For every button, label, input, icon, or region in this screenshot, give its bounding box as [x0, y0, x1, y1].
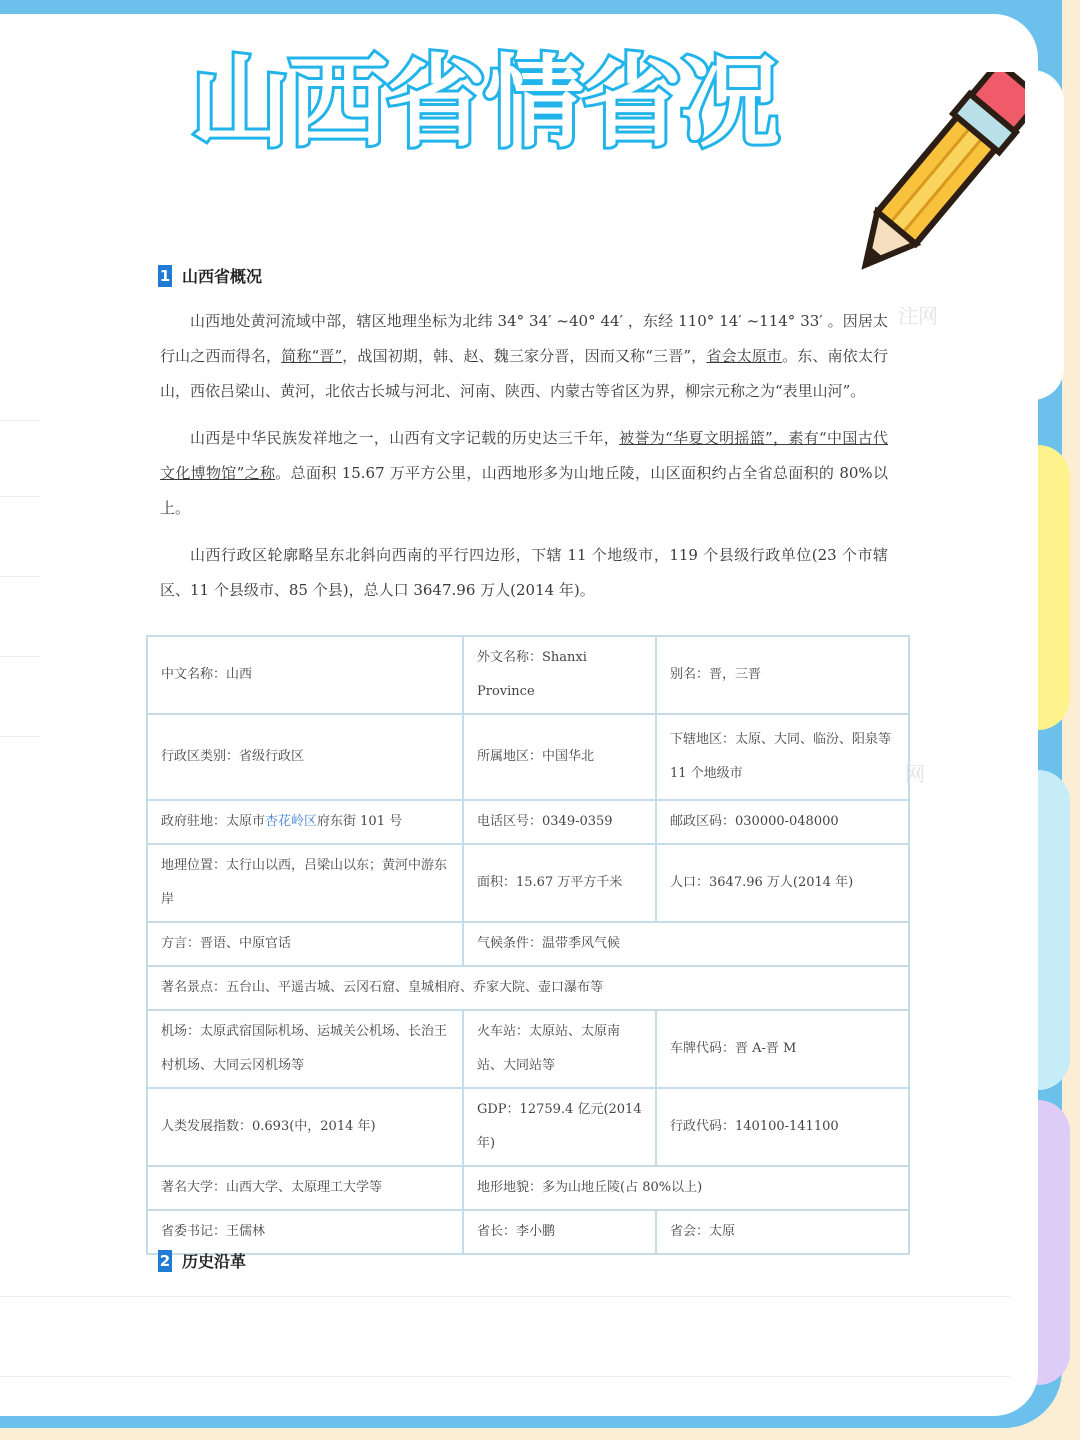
underlined-text: 被誉为“华夏文明摇篮”，素有“中国古代文化博物馆”之称: [160, 429, 888, 482]
ruled-line: [0, 736, 40, 737]
ruled-line: [0, 496, 40, 497]
paragraph: 山西是中华民族发祥地之一，山西有文字记载的历史达三千年，被誉为“华夏文明摇篮”，素有“中国古代文化博物馆”之称。总面积 15.67 万平方公里，山西地形多为山地丘陵，山区面积约占全省总面积的 80%以上。: [160, 429, 889, 517]
table-cell: 电话区号：0349-0359: [463, 800, 656, 844]
table-cell: 行政区类别：省级行政区: [147, 714, 463, 800]
table-cell: 地形地貌：多为山地丘陵(占 80%以上): [463, 1166, 909, 1210]
watermark-fragment: 注网: [898, 304, 938, 328]
table-cell: 机场：太原武宿国际机场、运城关公机场、长治王村机场、大同云冈机场等: [147, 1010, 463, 1088]
overview-text: [160, 304, 888, 620]
table-cell: 地理位置：太行山以西，吕梁山以东；黄河中游东岸: [147, 844, 463, 922]
underlined-text: 省会太原市: [706, 347, 783, 365]
table-cell: 著名大学：山西大学、太原理工大学等: [147, 1166, 463, 1210]
table-cell: 面积：15.67 万平方千米: [463, 844, 656, 922]
table-cell: 政府驻地：太原市杏花岭区府东街 101 号: [147, 800, 463, 844]
ruled-line: [0, 656, 40, 657]
table-cell: GDP：12759.4 亿元(2014 年): [463, 1088, 656, 1166]
page-title: 山西省情省况: [190, 44, 778, 161]
ruled-line: [0, 1376, 1010, 1377]
table-cell: 外文名称：Shanxi Province: [463, 636, 656, 714]
section-title: 山西省概况: [182, 267, 263, 286]
section-heading-overview: [158, 264, 262, 287]
province-info-table: [146, 635, 910, 1255]
table-cell: 省长：李小鹏: [463, 1210, 656, 1254]
table-cell: 省会：太原: [656, 1210, 909, 1254]
paragraph: 山西地处黄河流域中部，辖区地理坐标为北纬 34° 34′ ~40° 44′ ，东经 110° 14′ ~114° 33′ 。因居太行山之西而得名，简称“晋”，战国初期，韩、赵、魏三家分晋，因而又称“三晋”，省会太原市。东、南依太行山，西依吕梁山、黄河，北依古长城与河北、河南、陕西、内蒙古等省区为界，柳宗元称之为“表里山河”。: [160, 312, 888, 400]
section-title: 历史沿革: [182, 1252, 247, 1271]
district-link[interactable]: 杏花岭区: [265, 814, 318, 829]
table-cell: 人类发展指数：0.693(中，2014 年): [147, 1088, 463, 1166]
section-number-badge: 2: [159, 1251, 171, 1270]
ruled-line: [0, 420, 40, 421]
ruled-line: [0, 576, 40, 577]
table-cell: 火车站：太原站、太原南站、大同站等: [463, 1010, 656, 1088]
pencil-icon: [845, 72, 1025, 292]
ruled-line: [0, 1296, 1010, 1297]
table-cell: 省委书记：王儒林: [147, 1210, 463, 1254]
table-cell: 车牌代码：晋 A-晋 M: [656, 1010, 909, 1088]
table-cell: 中文名称：山西: [147, 636, 463, 714]
watermark-fragment: 网: [905, 762, 925, 786]
table-cell: 别名：晋，三晋: [656, 636, 909, 714]
table-cell: 气候条件：温带季风气候: [463, 922, 909, 966]
table-cell: 著名景点：五台山、平遥古城、云冈石窟、皇城相府、乔家大院、壶口瀑布等: [147, 966, 909, 1010]
section-number-badge: 1: [159, 266, 171, 285]
section-heading-history: [158, 1249, 246, 1272]
table-cell: 方言：晋语、中原官话: [147, 922, 463, 966]
paragraph: 山西行政区轮廓略呈东北斜向西南的平行四边形，下辖 11 个地级市，119 个县级行政单位(23 个市辖区、11 个县级市、85 个县)，总人口 3647.96 万人(2014 年)。: [160, 546, 888, 599]
table-cell: 下辖地区：太原、大同、临汾、阳泉等 11 个地级市: [656, 714, 909, 800]
table-cell: 所属地区：中国华北: [463, 714, 656, 800]
table-cell: 邮政区码：030000-048000: [656, 800, 909, 844]
table-cell: 行政代码：140100-141100: [656, 1088, 909, 1166]
table-cell: 人口：3647.96 万人(2014 年): [656, 844, 909, 922]
underlined-text: 简称“晋”: [281, 347, 343, 365]
